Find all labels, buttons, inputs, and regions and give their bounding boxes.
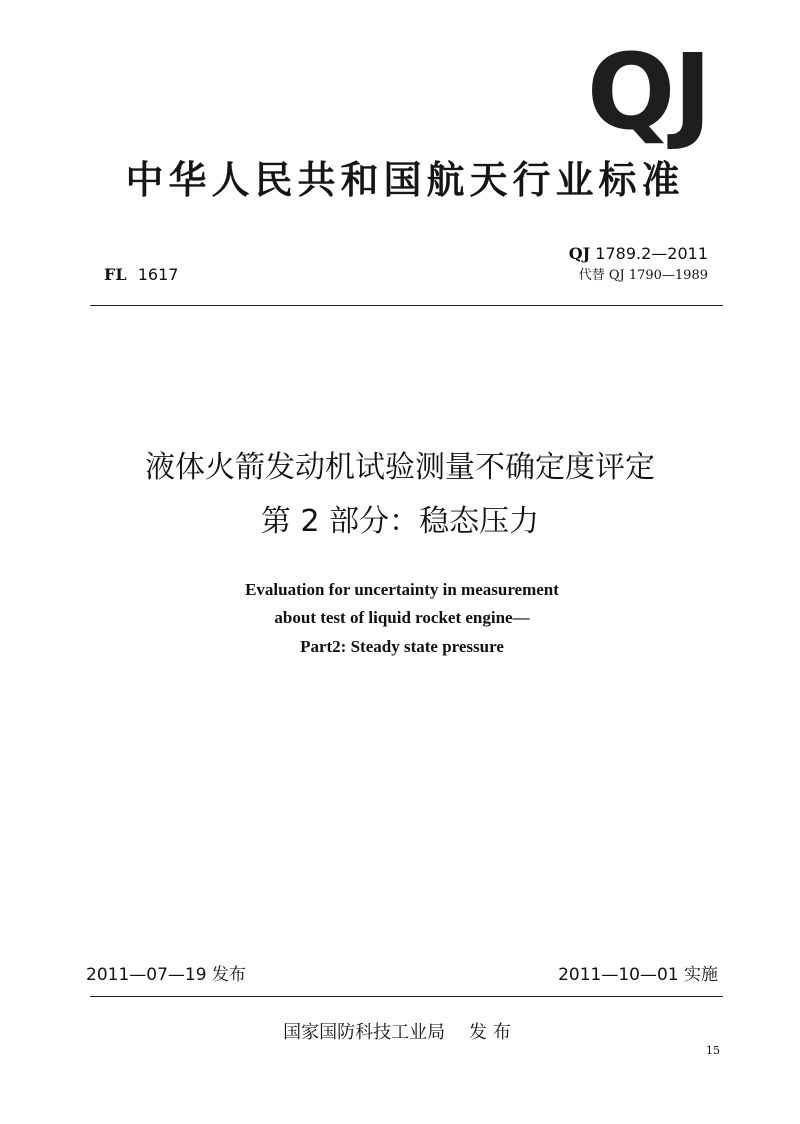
footer-divider: [90, 996, 723, 997]
standard-number-value: 1789.2—2011: [595, 244, 708, 263]
title-chinese-line-1: 液体火箭发动机试验测量不确定度评定: [145, 450, 655, 485]
publisher-name: 国家国防科技工业局: [283, 1022, 446, 1043]
publish-word: 发布: [468, 1022, 517, 1043]
title-chinese-line-2: 第 2 部分：稳态压力: [260, 504, 540, 539]
classification-number: 1617: [137, 265, 179, 284]
title-english-line-1: Evaluation for uncertainty in measurement: [245, 580, 559, 599]
page-number: 15: [706, 1044, 720, 1057]
title-english-line-2: about test of liquid rocket engine—: [274, 608, 530, 627]
publisher-line: [100, 1020, 700, 1046]
standard-category-heading: 中华人民共和国航天行业标准: [125, 158, 685, 202]
supersedes-note: 代替 QJ 1790—1989: [578, 268, 708, 283]
standard-number: [569, 244, 708, 264]
standard-prefix: QJ: [568, 244, 591, 263]
title-english-line-3: Part2: Steady state pressure: [300, 637, 504, 656]
classification-prefix: FL: [104, 265, 127, 284]
qj-logo: QJ: [586, 31, 710, 153]
issue-date: 2011—07—19 发布: [86, 965, 246, 985]
implementation-date: 2011—10—01 实施: [558, 965, 718, 985]
header-divider: [90, 305, 723, 306]
classification-code: [104, 265, 178, 285]
